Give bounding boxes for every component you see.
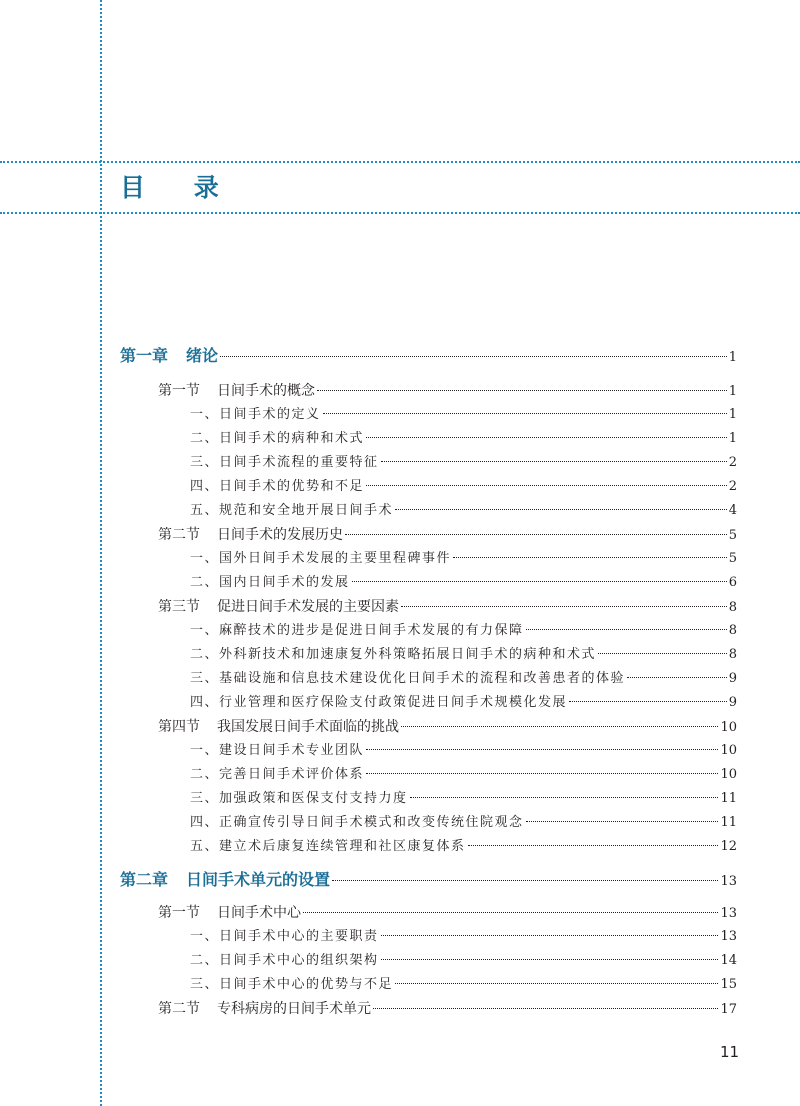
- toc-entry-page: 8: [728, 623, 737, 638]
- toc-entry-label: [190, 789, 408, 809]
- toc-entry-title: 一、日间手术中心的主要职责: [190, 929, 379, 944]
- toc-item-entry[interactable]: [190, 975, 737, 995]
- toc-entry-title: 绪论: [186, 346, 219, 365]
- toc-entry-label: [158, 999, 371, 1019]
- dot-leader: [401, 606, 727, 607]
- toc-entry-page: 14: [720, 953, 737, 968]
- dot-leader: [395, 983, 718, 984]
- toc-section-entry[interactable]: [158, 999, 737, 1019]
- toc-item-entry[interactable]: [190, 501, 737, 521]
- toc-entry-label: [190, 813, 524, 833]
- toc-entry-title: 一、国外日间手术发展的主要里程碑事件: [190, 551, 452, 566]
- dot-leader: [366, 773, 718, 774]
- toc-entry-page: 1: [728, 407, 737, 422]
- toc-section-entry[interactable]: [158, 903, 737, 923]
- toc-entry-title: 四、行业管理和医疗保险支付政策促进日间手术规模化发展: [190, 695, 568, 710]
- toc-entry-title: 二、完善日间手术评价体系: [190, 767, 365, 782]
- toc-entry-label: [190, 645, 596, 665]
- toc-entry-page: 4: [728, 503, 737, 518]
- toc-entry-label: [158, 525, 343, 545]
- toc-entry-title: 二、国内日间手术的发展: [190, 575, 350, 590]
- toc-entry-number: 第一节: [158, 905, 200, 921]
- toc-item-entry[interactable]: [190, 951, 737, 971]
- dot-leader: [453, 557, 727, 558]
- toc-entry-title: 一、建设日间手术专业团队: [190, 743, 365, 758]
- toc-entry-title: 三、基础设施和信息技术建设优化日间手术的流程和改善患者的体验: [190, 671, 626, 686]
- toc-entry-label: [190, 927, 379, 947]
- toc-entry-page: 9: [728, 695, 737, 710]
- toc-entry-label: [158, 597, 399, 617]
- toc-entry-label: [190, 951, 379, 971]
- toc-entry-page: 1: [728, 431, 737, 446]
- toc-entry-label: [190, 477, 364, 497]
- toc-section-entry[interactable]: [158, 381, 737, 401]
- toc-entry-page: 5: [728, 528, 737, 543]
- toc-entry-title: 四、日间手术的优势和不足: [190, 479, 365, 494]
- dot-leader: [352, 581, 727, 582]
- toc-entry-title: 促进日间手术发展的主要因素: [217, 599, 399, 615]
- toc-entry-page: 15: [720, 977, 737, 992]
- toc-entry-title: 三、日间手术中心的优势与不足: [190, 977, 394, 992]
- toc-section-entry[interactable]: [158, 597, 737, 617]
- toc-entry-page: 17: [720, 1002, 737, 1017]
- toc-entry-title: 三、日间手术流程的重要特征: [190, 455, 379, 470]
- toc-section-entry[interactable]: [158, 525, 737, 545]
- toc-entry-page: 10: [720, 743, 737, 758]
- toc-entry-title: 四、正确宣传引导日间手术模式和改变传统住院观念: [190, 815, 524, 830]
- dot-leader: [627, 677, 727, 678]
- dot-leader: [332, 880, 718, 881]
- toc-entry-page: 2: [728, 479, 737, 494]
- toc-item-entry[interactable]: [190, 837, 737, 857]
- toc-entry-number: 第三节: [158, 599, 200, 615]
- toc-entry-number: 第一章: [120, 346, 169, 365]
- dot-leader: [323, 413, 727, 414]
- toc-item-entry[interactable]: [190, 573, 737, 593]
- toc-item-entry[interactable]: [190, 621, 737, 641]
- toc-entry-label: [158, 717, 399, 737]
- toc-entry-label: [190, 765, 364, 785]
- toc-entry-title: 日间手术的发展历史: [217, 527, 343, 543]
- toc-entry-title: 一、日间手术的定义: [190, 407, 321, 422]
- toc-item-entry[interactable]: [190, 645, 737, 665]
- toc-item-entry[interactable]: [190, 549, 737, 569]
- dot-leader: [468, 845, 719, 846]
- toc-entry-title: 日间手术中心: [217, 905, 301, 921]
- toc-entry-label: [190, 741, 364, 761]
- toc-entry-number: 第二节: [158, 527, 200, 543]
- toc-entry-title: 五、规范和安全地开展日间手术: [190, 503, 394, 518]
- toc-entry-label: [158, 381, 315, 401]
- toc-entry-title: 日间手术的概念: [217, 383, 315, 399]
- toc-entry-title: 三、加强政策和医保支付支持力度: [190, 791, 408, 806]
- toc-entry-page: 13: [720, 874, 737, 889]
- toc-entry-label: [158, 903, 301, 923]
- page-number: 11: [720, 1043, 740, 1061]
- toc-section-entry[interactable]: [158, 717, 737, 737]
- dot-leader: [345, 534, 727, 535]
- toc-entry-label: [190, 405, 321, 425]
- toc-entry-label: [120, 870, 330, 890]
- toc-entry-page: 6: [728, 575, 737, 590]
- toc-item-entry[interactable]: [190, 405, 737, 425]
- toc-entry-page: 1: [728, 350, 737, 365]
- toc-entry-title: 一、麻醉技术的进步是促进日间手术发展的有力保障: [190, 623, 524, 638]
- dot-leader: [366, 485, 727, 486]
- dot-leader: [526, 821, 719, 822]
- dot-leader: [381, 461, 727, 462]
- toc-item-entry[interactable]: [190, 477, 737, 497]
- toc-entry-label: [190, 669, 625, 689]
- toc-entry-title: 二、日间手术中心的组织架构: [190, 953, 379, 968]
- toc-item-entry[interactable]: [190, 429, 737, 449]
- dot-leader: [401, 726, 718, 727]
- toc-entry-label: [190, 621, 524, 641]
- dot-leader: [373, 1008, 718, 1009]
- toc-entry-page: 12: [720, 839, 737, 854]
- toc-entry-page: 13: [720, 929, 737, 944]
- toc-entry-number: 第一节: [158, 383, 200, 399]
- toc-chapter-entry[interactable]: [120, 870, 737, 890]
- dot-leader: [220, 356, 727, 357]
- toc-entry-number: 第四节: [158, 719, 200, 735]
- dot-leader: [395, 509, 727, 510]
- toc-entry-label: [190, 975, 393, 995]
- toc-entry-page: 8: [728, 647, 737, 662]
- toc-entry-label: [190, 429, 364, 449]
- toc-entry-number: 第二节: [158, 1001, 200, 1017]
- dot-leader: [410, 797, 719, 798]
- toc-entry-title: 二、外科新技术和加速康复外科策略拓展日间手术的病种和术式: [190, 647, 597, 662]
- dot-leader: [366, 437, 727, 438]
- dot-leader: [317, 390, 727, 391]
- toc-entry-title: 日间手术单元的设置: [186, 870, 331, 889]
- dot-leader: [381, 959, 719, 960]
- toc-entry-title: 我国发展日间手术面临的挑战: [217, 719, 399, 735]
- page-title: 目 录: [120, 173, 239, 202]
- toc-entry-page: 5: [728, 551, 737, 566]
- toc-entry-label: [190, 549, 451, 569]
- toc-entry-label: [190, 693, 567, 713]
- toc-entry-label: [190, 453, 379, 473]
- toc-entry-label: [190, 501, 393, 521]
- toc-chapter-entry[interactable]: [120, 346, 737, 366]
- toc-entry-number: 第二章: [120, 870, 169, 889]
- toc-entry-label: [190, 837, 466, 857]
- toc-entry-page: 10: [720, 720, 737, 735]
- toc-item-entry[interactable]: [190, 789, 737, 809]
- toc-entry-page: 8: [728, 600, 737, 615]
- toc-entry-page: 9: [728, 671, 737, 686]
- dot-leader: [598, 653, 727, 654]
- toc-item-entry[interactable]: [190, 693, 737, 713]
- toc-entry-page: 10: [720, 767, 737, 782]
- toc-item-entry[interactable]: [190, 813, 737, 833]
- toc-entry-page: 1: [728, 384, 737, 399]
- toc-entry-title: 五、建立术后康复连续管理和社区康复体系: [190, 839, 466, 854]
- toc-entry-label: [190, 573, 350, 593]
- toc-item-entry[interactable]: [190, 741, 737, 761]
- dot-leader: [526, 629, 727, 630]
- toc-entry-page: 13: [720, 906, 737, 921]
- toc-entry-title: 二、日间手术的病种和术式: [190, 431, 365, 446]
- dot-leader: [569, 701, 727, 702]
- toc-item-entry[interactable]: [190, 453, 737, 473]
- dot-leader: [303, 912, 718, 913]
- dot-leader: [366, 749, 718, 750]
- toc-item-entry[interactable]: [190, 765, 737, 785]
- toc-item-entry[interactable]: [190, 927, 737, 947]
- toc-entry-page: 11: [720, 815, 737, 830]
- toc-entry-page: 11: [720, 791, 737, 806]
- dot-leader: [381, 935, 719, 936]
- toc-entry-label: [120, 346, 218, 366]
- toc-entry-title: 专科病房的日间手术单元: [217, 1001, 371, 1017]
- toc-entry-page: 2: [728, 455, 737, 470]
- toc-item-entry[interactable]: [190, 669, 737, 689]
